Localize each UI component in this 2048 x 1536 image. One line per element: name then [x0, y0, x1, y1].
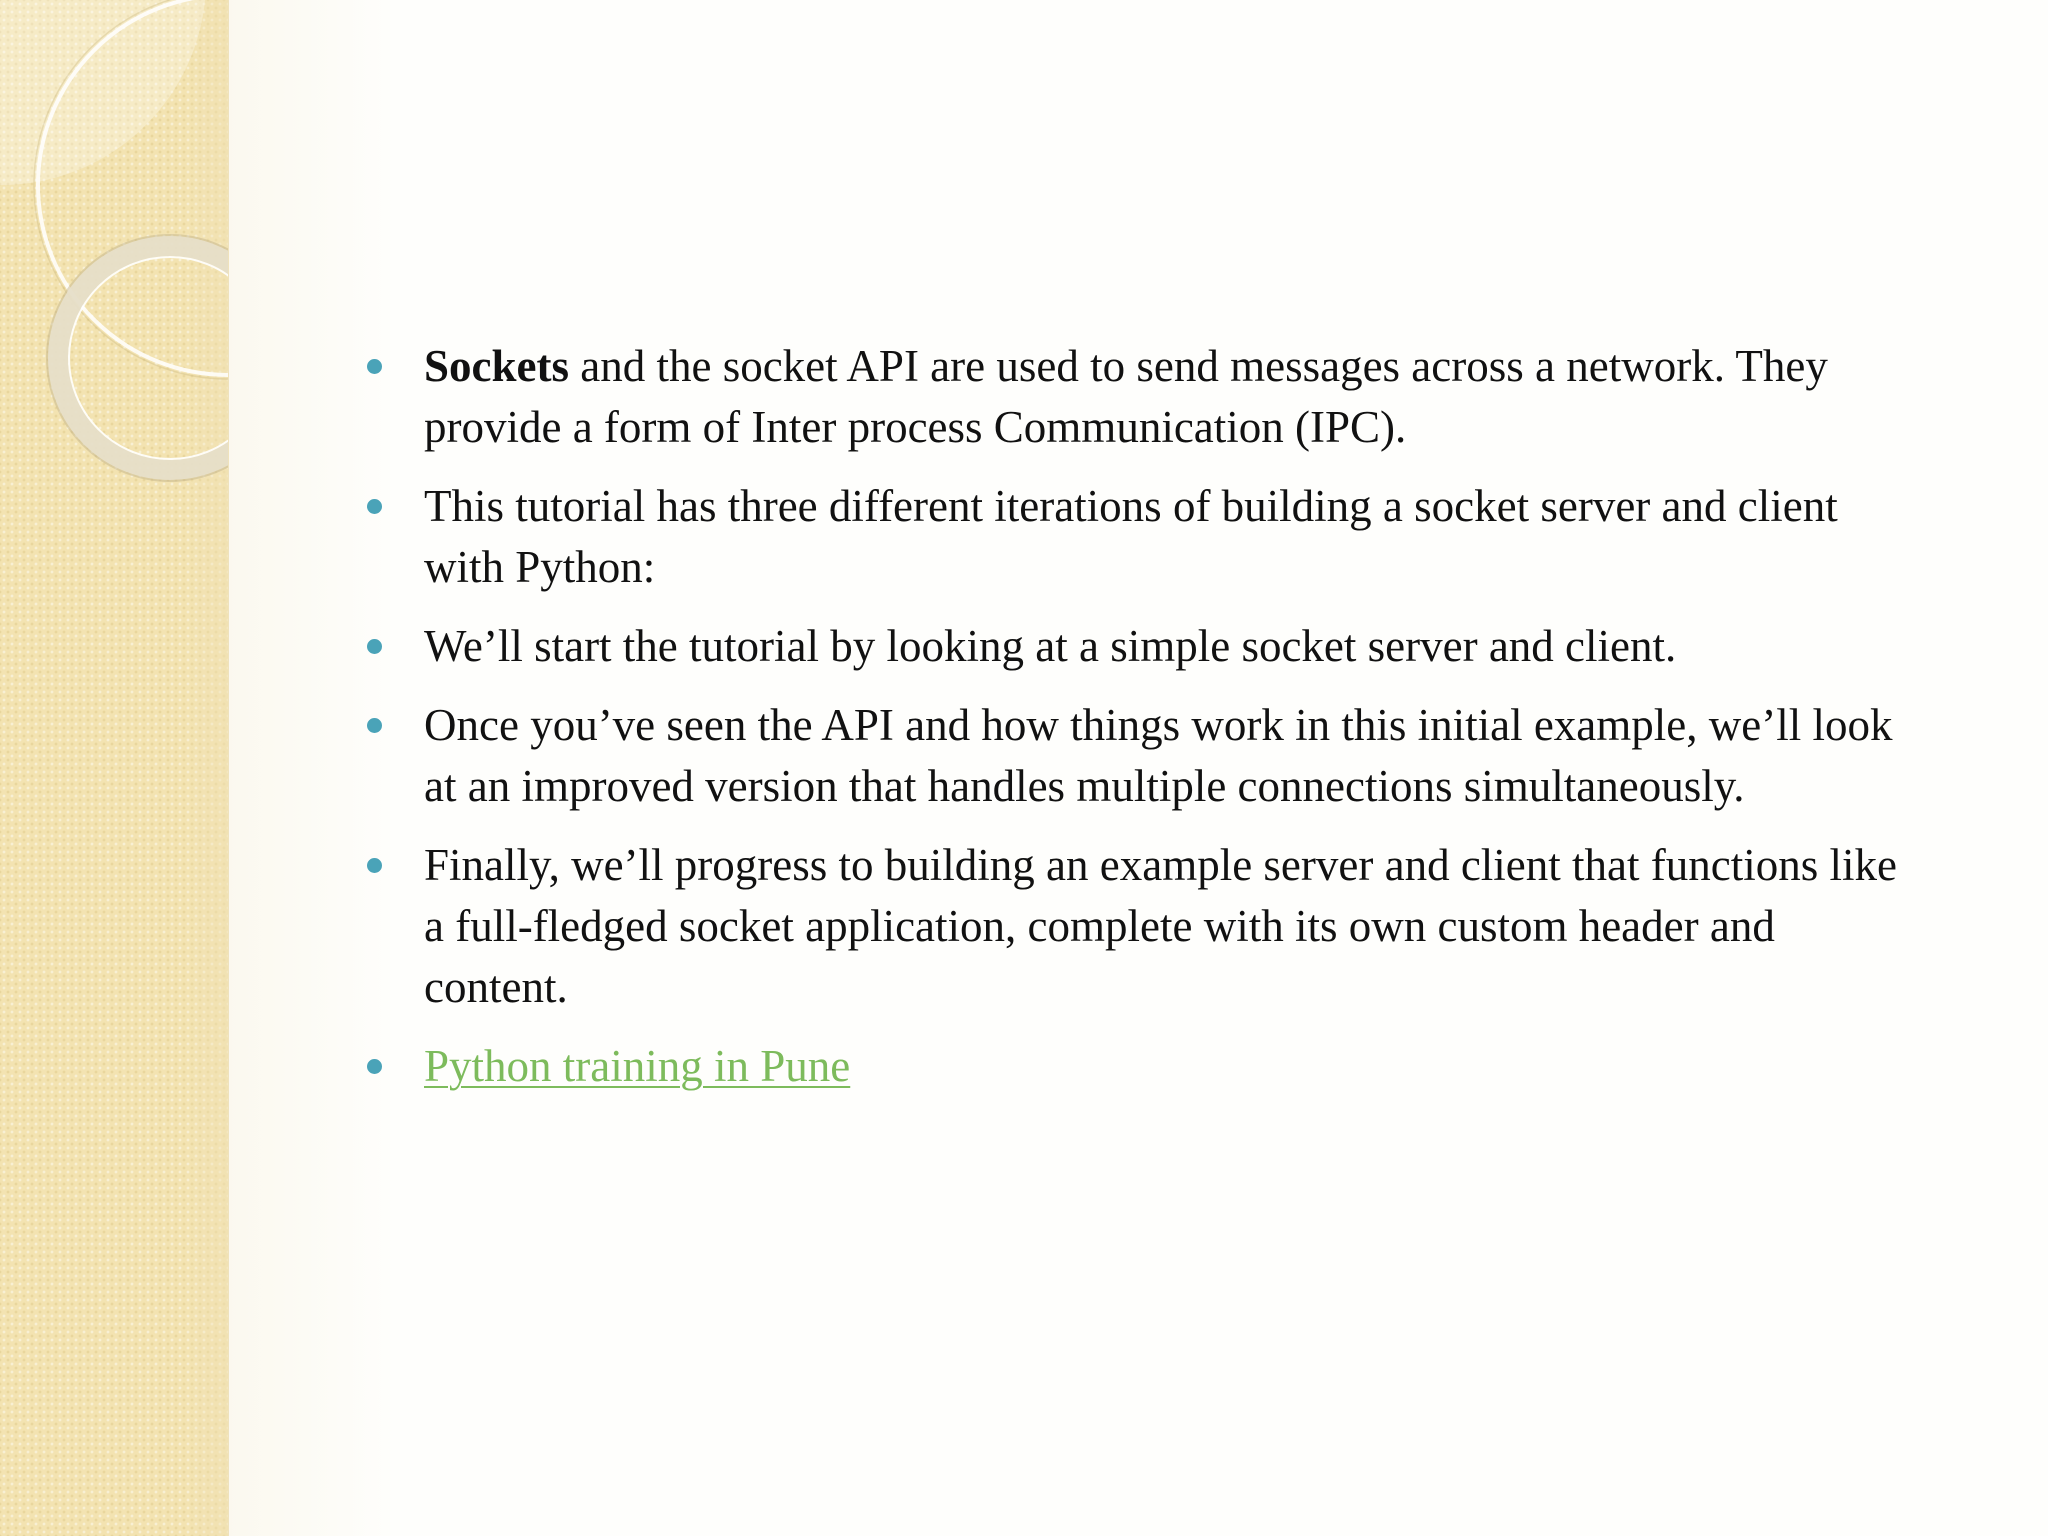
bullet-dot-icon	[367, 1059, 382, 1074]
bullet-item-full-application	[360, 835, 1920, 1018]
bullet-item-training-link	[360, 1036, 1920, 1097]
bullet-dot-icon	[367, 858, 382, 873]
bullet-text: Once you’ve seen the API and how things work in this initial example, we’ll look at an improved version that handles multiple connections simultaneously.	[424, 700, 1893, 811]
decorative-circles	[0, 0, 228, 520]
bullet-dot-icon	[367, 499, 382, 514]
bullet-item-simple-server	[360, 616, 1920, 677]
bullet-text: This tutorial has three different iterations of building a socket server and client with Python:	[424, 481, 1838, 592]
bullet-text: and the socket API are used to send messages across a network. They provide a form of Inter process Communication (IPC).	[424, 341, 1828, 452]
bullet-list	[360, 336, 1920, 1097]
slide-body	[360, 336, 1920, 1115]
light-arc-patch	[0, 0, 205, 185]
bullet-item-multiple-connections	[360, 695, 1920, 817]
bullet-bold-term: Sockets	[424, 341, 569, 391]
bullet-text: Finally, we’ll progress to building an example server and client that functions like a full-fledged socket application, complete with its own custom header and content.	[424, 840, 1897, 1012]
decorative-side-band	[0, 0, 229, 1536]
bullet-text: We’ll start the tutorial by looking at a simple socket server and client.	[424, 621, 1677, 671]
bullet-item-sockets	[360, 336, 1920, 458]
python-training-link[interactable]: Python training in Pune	[424, 1041, 851, 1091]
bullet-item-iterations	[360, 476, 1920, 598]
bullet-dot-icon	[367, 639, 382, 654]
thick-ring	[58, 246, 228, 470]
bullet-dot-icon	[367, 718, 382, 733]
thick-ring-outer-edge	[47, 235, 228, 481]
bullet-dot-icon	[367, 359, 382, 374]
